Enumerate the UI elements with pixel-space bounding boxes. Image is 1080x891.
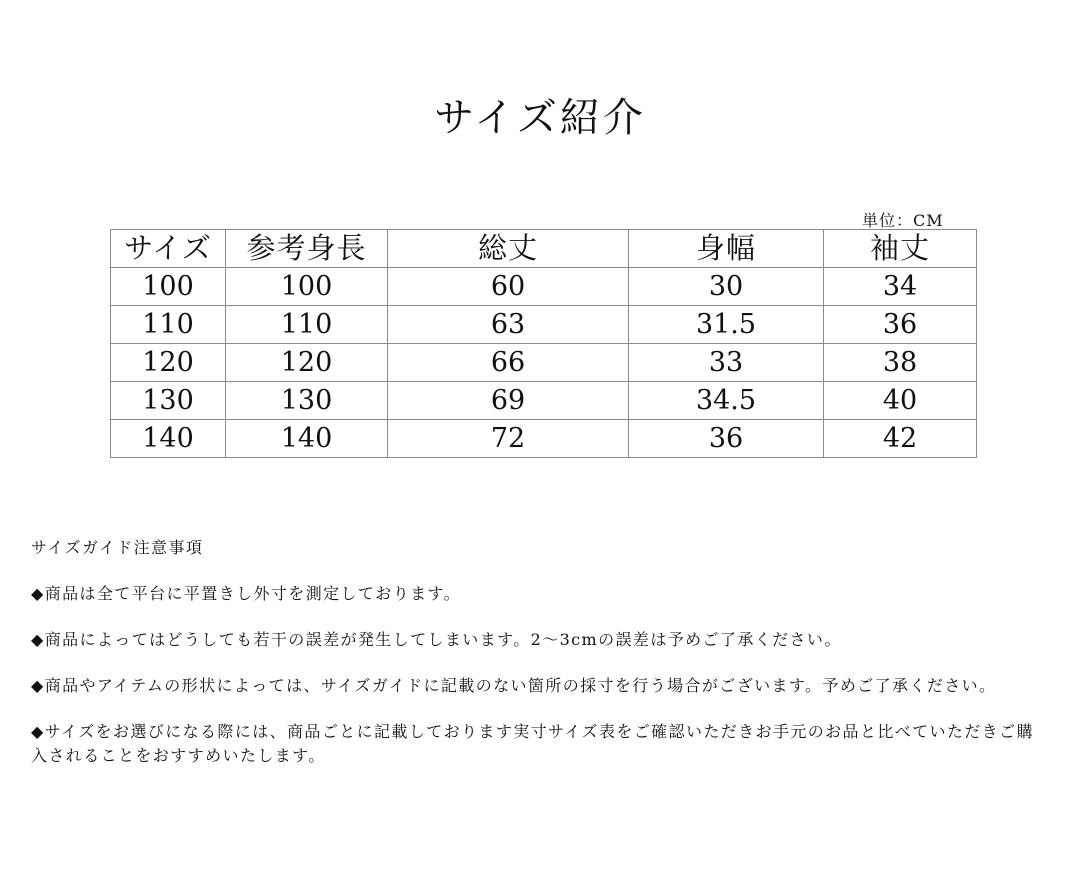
table-cell: 120 [111,344,226,382]
table-cell: 36 [824,306,977,344]
table-cell: 34.5 [629,382,824,420]
table-cell: 42 [824,420,977,458]
table-cell: 110 [111,306,226,344]
note-item: ◆商品やアイテムの形状によっては、サイズガイドに記載のない箇所の採寸を行う場合がございます。予めご了承ください。 [31,676,997,695]
table-header-row [111,230,977,268]
table-cell: 36 [629,420,824,458]
table-cell: 130 [226,382,388,420]
table-cell: 120 [226,344,388,382]
page-title: サイズ紹介 [434,95,646,141]
note-item: ◆サイズをお選びになる際には、商品ごとに記載しております実寸サイズ表をご確認いただきお手元のお品と比べていただきご購入されることをおすすめいたします。 [31,722,1034,765]
header-size: サイズ [111,230,226,268]
table-cell: 34 [824,268,977,306]
table-row [111,344,977,382]
table-cell: 38 [824,344,977,382]
table-row [111,306,977,344]
unit-label: 単位：CM [862,211,944,230]
table-cell: 60 [388,268,629,306]
header-sleeve-length: 袖丈 [824,230,977,268]
header-reference-height: 参考身長 [226,230,388,268]
table-row [111,268,977,306]
table-cell: 140 [111,420,226,458]
header-total-length: 総丈 [388,230,629,268]
table-row [111,420,977,458]
table-cell: 110 [226,306,388,344]
table-cell: 30 [629,268,824,306]
table-cell: 100 [226,268,388,306]
table-cell: 69 [388,382,629,420]
table-row [111,382,977,420]
table-cell: 72 [388,420,629,458]
note-item: ◆商品によってはどうしても若干の誤差が発生してしまいます。2～3cmの誤差は予めご了承ください。 [31,630,842,649]
size-guide-notes [31,536,1051,790]
header-body-width: 身幅 [629,230,824,268]
table-cell: 63 [388,306,629,344]
notes-heading: サイズガイド注意事項 [31,538,204,557]
table-cell: 40 [824,382,977,420]
table-cell: 31.5 [629,306,824,344]
note-item: ◆商品は全て平台に平置きし外寸を測定しております。 [31,584,462,603]
table-cell: 33 [629,344,824,382]
table-cell: 140 [226,420,388,458]
table-cell: 100 [111,268,226,306]
table-cell: 66 [388,344,629,382]
size-table [110,229,977,458]
table-cell: 130 [111,382,226,420]
